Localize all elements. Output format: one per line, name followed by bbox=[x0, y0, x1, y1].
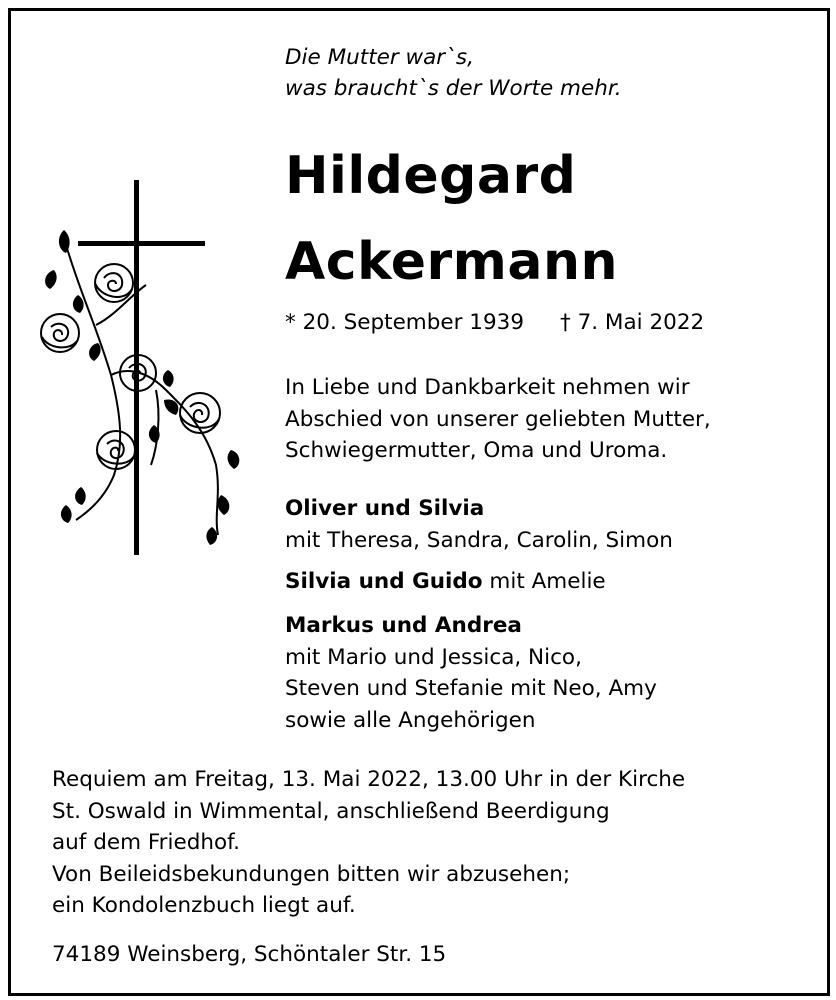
cross-with-roses-icon bbox=[36, 175, 256, 569]
death-date: † 7. Mai 2022 bbox=[560, 310, 705, 335]
message-line: Abschied von unserer geliebten Mutter, bbox=[285, 406, 711, 432]
service-info bbox=[52, 764, 685, 922]
family-detail: mit Theresa, Sandra, Carolin, Simon bbox=[285, 527, 673, 553]
message-line: Schwiegermutter, Oma und Uroma. bbox=[285, 438, 668, 463]
service-line: Von Beileidsbekundungen bitten wir abzusehen; bbox=[52, 861, 571, 887]
birth-date: * 20. September 1939 bbox=[285, 310, 524, 335]
memorial-quote bbox=[285, 42, 622, 104]
quote-line: was braucht`s der Worte mehr. bbox=[285, 76, 622, 101]
service-line: ein Kondolenzbuch liegt auf. bbox=[52, 893, 356, 918]
service-line: auf dem Friedhof. bbox=[52, 830, 240, 855]
deceased-last-name: Ackermann bbox=[285, 232, 618, 292]
family-group bbox=[285, 610, 657, 736]
family-group bbox=[285, 493, 673, 556]
family-names: Markus und Andrea bbox=[285, 613, 522, 638]
family-detail: mit Mario und Jessica, Nico, bbox=[285, 644, 582, 670]
family-address: 74189 Weinsberg, Schöntaler Str. 15 bbox=[52, 942, 447, 967]
farewell-message bbox=[285, 372, 711, 467]
quote-line: Die Mutter war`s, bbox=[285, 45, 474, 70]
deceased-first-name: Hildegard bbox=[285, 146, 577, 206]
family-detail: mit Amelie bbox=[482, 569, 606, 594]
service-line: St. Oswald in Wimmental, anschließend Beerdigung bbox=[52, 798, 610, 824]
family-others: sowie alle Angehörigen bbox=[285, 707, 536, 733]
life-dates bbox=[285, 308, 704, 338]
family-group bbox=[285, 566, 606, 598]
family-names: Oliver und Silvia bbox=[285, 496, 485, 521]
service-line: Requiem am Freitag, 13. Mai 2022, 13.00 Uhr in der Kirche bbox=[52, 767, 686, 792]
family-names: Silvia und Guido bbox=[285, 569, 483, 594]
family-detail: Steven und Stefanie mit Neo, Amy bbox=[285, 676, 657, 701]
message-line: In Liebe und Dankbarkeit nehmen wir bbox=[285, 375, 690, 400]
